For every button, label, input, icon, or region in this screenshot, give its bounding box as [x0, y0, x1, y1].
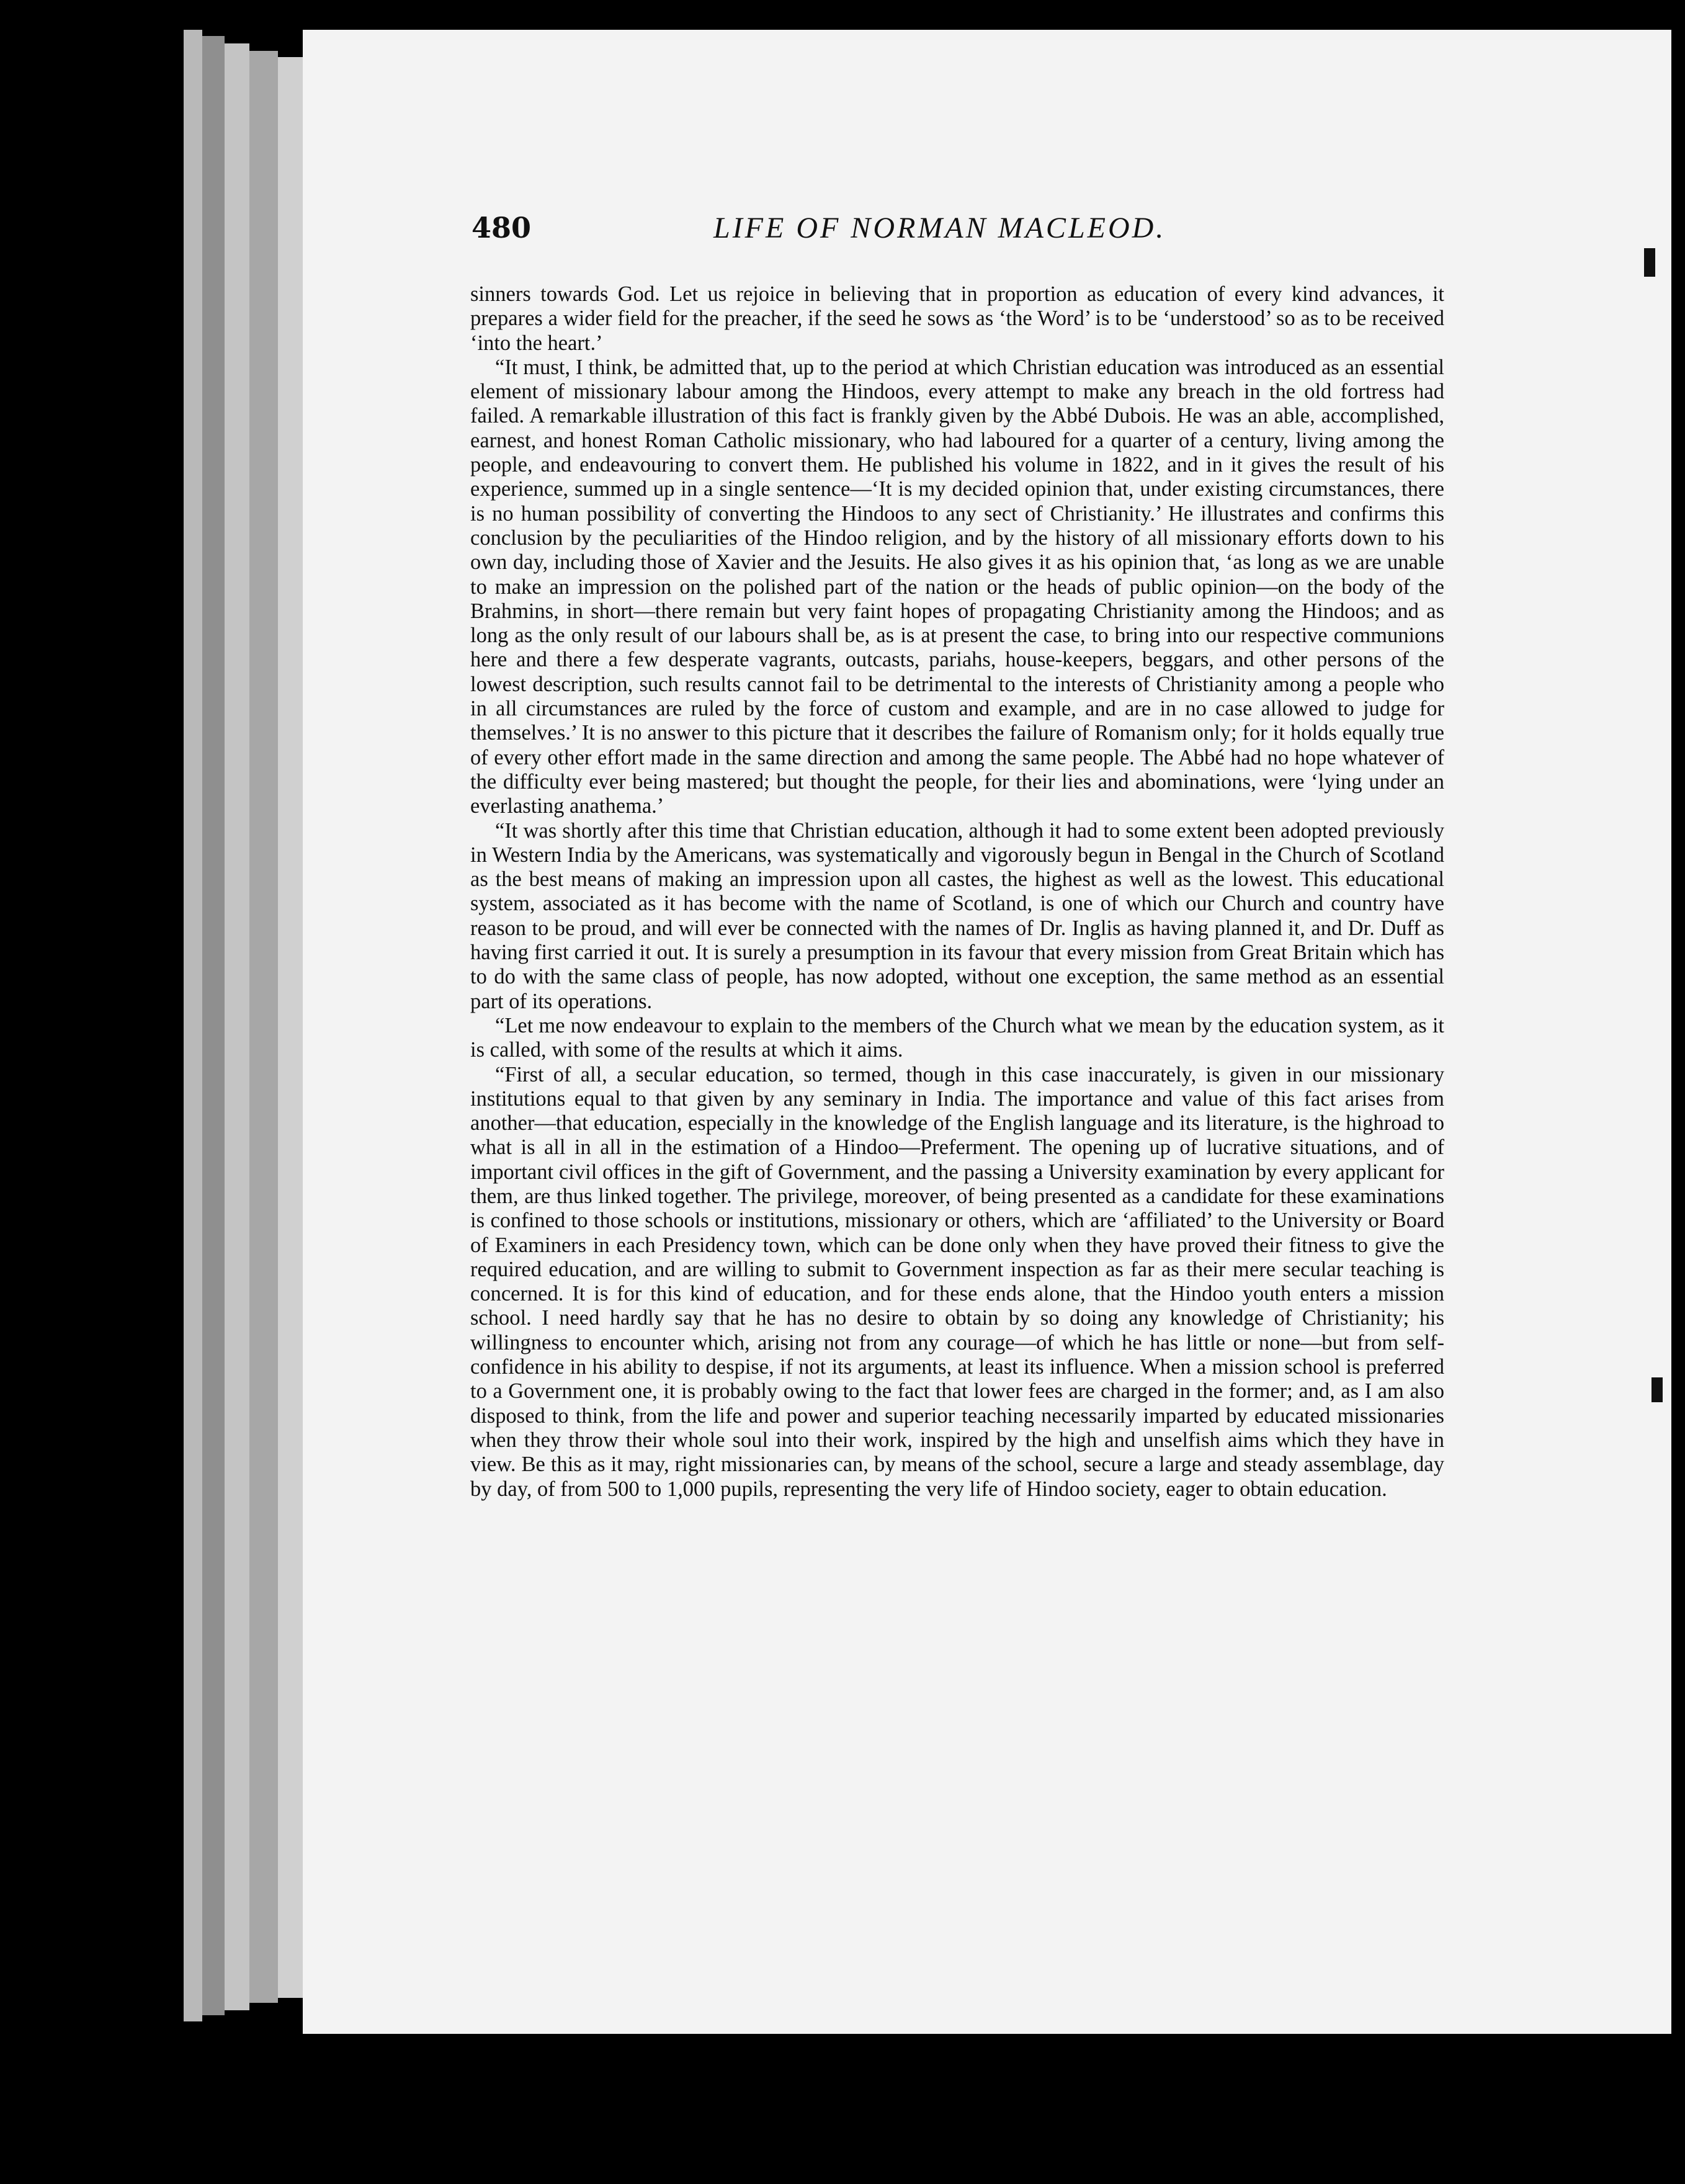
- page-edge: [202, 36, 225, 2015]
- paragraph: “It must, I think, be admitted that, up to the period at which Christian education was introduced as an essential element of missionary labour among the Hindoos, every attempt to make any breach in the old fortress had failed. A remarkable illustration of this fact is frankly given by the Abbé Dubois. He was an able, accomplished, earnest, and honest Roman Catholic missionary, who had laboured for a quarter of a century, living among the people, and endeavouring to convert them. He published his volume in 1822, and in it gives the result of his experience, summed up in a single sentence—‘It is my decided opinion that, under existing circumstances, there is no human possibility of converting the Hindoos to any sect of Christianity.’ He illustrates and confirms this conclusion by the peculiarities of the Hindoo religion, and by the history of all missionary efforts down to his own day, including those of Xavier and the Jesuits. He also gives it as his opinion that, ‘as long as we are unable to make an impression on the polished part of the nation or the heads of public opinion—on the body of the Brahmins, in short—there remain but very faint hopes of propagating Christianity among the Hindoos; and as long as the only result of our labours shall be, as is at present the case, to bring into our respective communions here and there a few desperate vagrants, outcasts, pariahs, house-keepers, beggars, and other persons of the lowest description, such results cannot fail to be detrimental to the interests of Christianity among a people who in all circumstances are ruled by the force of custom and example, and are in no case allowed to judge for themselves.’ It is no answer to this picture that it describes the failure of Romanism only; for it holds equally true of every other effort made in the same direction and among the same people. The Abbé had no hope whatever of the difficulty ever being mastered; but thought the people, for their lies and abominations, were ‘lying under an everlasting anathema.’: [470, 355, 1444, 818]
- page-edge: [225, 43, 249, 2010]
- page-edge: [249, 51, 278, 2003]
- scan-mark: [1644, 248, 1655, 277]
- paragraph: sinners towards God. Let us rejoice in believing that in proportion as education of every kind advances, it prepares a wider field for the preacher, if the seed he sows as ‘the Word’ is to be ‘understood’ so as to be received ‘into the heart.’: [470, 282, 1444, 355]
- paragraph: “Let me now endeavour to explain to the members of the Church what we mean by the education system, as it is called, with some of the results at which it aims.: [470, 1013, 1444, 1062]
- scan-mark: [1651, 1377, 1663, 1402]
- body-text: [470, 282, 1444, 1502]
- page-edge: [184, 30, 202, 2021]
- paragraph: “It was shortly after this time that Christian education, although it had to some extent been adopted previously in Western India by the Americans, was systematically and vigorously begun in Bengal in the Church of Scotland as the best means of making an impression upon all castes, the highest as well as the lowest. This educational system, associated as it has become with the name of Scotland, is one of which our Church and country have reason to be proud, and will ever be connected with the names of Dr. Inglis as having planned it, and Dr. Duff as having first carried it out. It is surely a presumption in its favour that every mission from Great Britain which has to do with the same class of people, has now adopted, without one exception, the same method as an essential part of its operations.: [470, 818, 1444, 1013]
- page-number: 480: [472, 211, 532, 244]
- paragraph: “First of all, a secular education, so termed, though in this case inaccurately, is given in our missionary institutions equal to that given by any seminary in India. The importance and value of this fact arises from another—that education, especially in the knowledge of the English language and its literature, is the highroad to what is all in all in the estimation of a Hindoo—Preferment. The opening up of lucrative situations, and of important civil offices in the gift of Government, and the passing a University examination by every applicant for them, are thus linked together. The privilege, moreover, of being presented as a candidate for these examinations is confined to those schools or institutions, missionary or others, which are ‘affiliated’ to the University or Board of Examiners in each Presidency town, which can be done only when they have proved their fitness to give the required education, and are willing to submit to Government inspection as far as their mere secular teaching is concerned. It is for this kind of education, and for these ends alone, that the Hindoo youth enters a mission school. I need hardly say that he has no desire to obtain by so doing any knowledge of Christianity; his willingness to encounter which, arising not from any courage—of which he has little or none—but from self-confidence in his ability to despise, if not its arguments, at least its influence. When a mission school is preferred to a Government one, it is probably owing to the fact that lower fees are charged in the former; and, as I am also disposed to think, from the life and power and superior teaching necessarily imparted by educated missionaries when they throw their whole soul into their work, inspired by the high and unselfish aims which they have in view. Be this as it may, right missionaries can, by means of the school, secure a large and steady assemblage, day by day, of from 500 to 1,000 pupils, representing the very life of Hindoo society, eager to obtain education.: [470, 1062, 1444, 1501]
- page-header: [472, 211, 1228, 254]
- page-edge: [278, 57, 303, 1998]
- running-title: LIFE OF NORMAN MACLEOD.: [713, 212, 1166, 244]
